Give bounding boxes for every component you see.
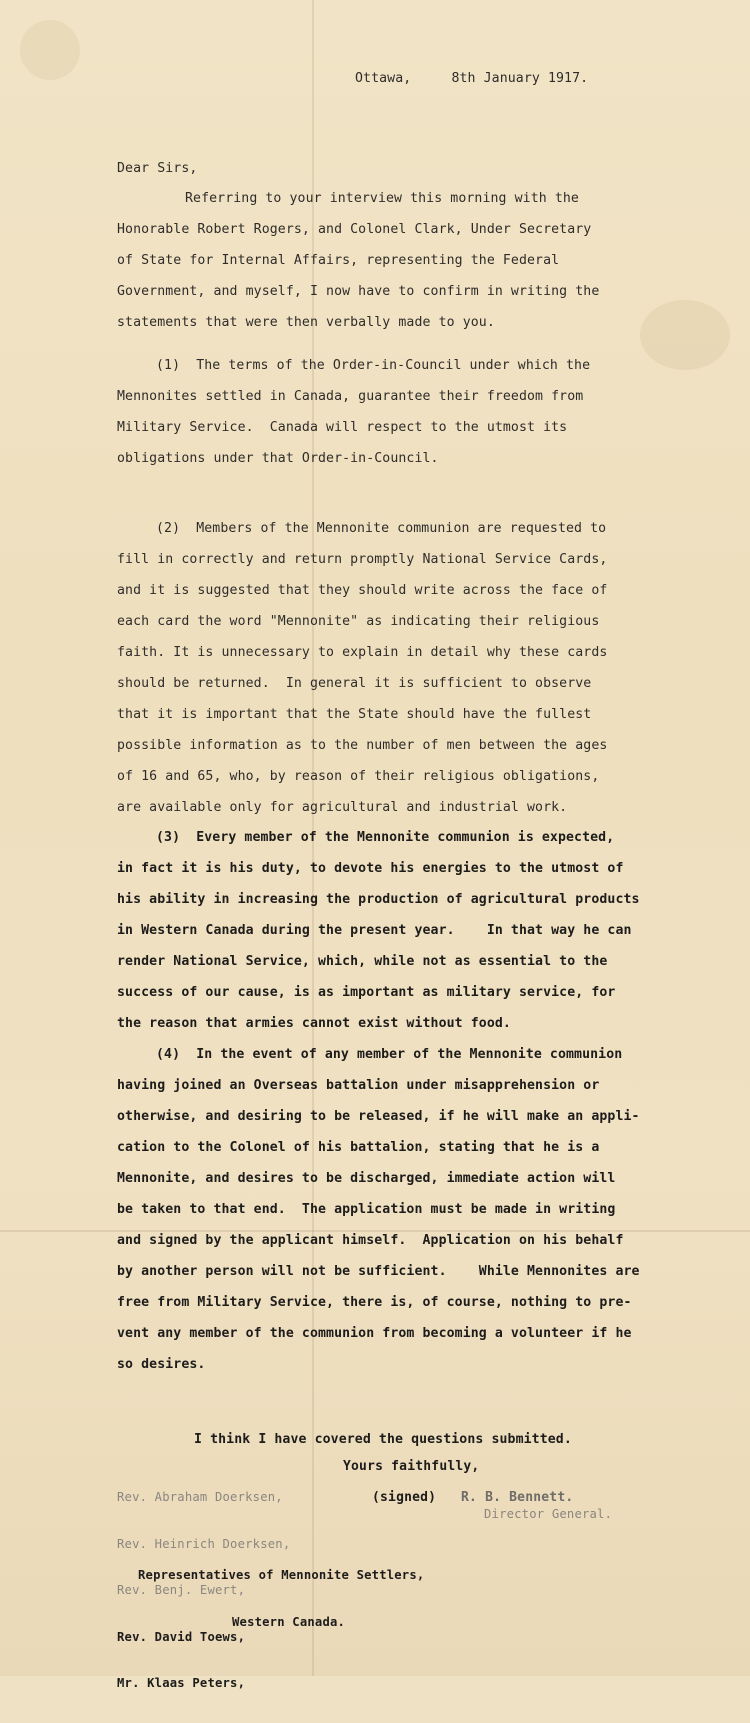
paragraph-line: (4) In the event of any member of the Mennonite communion <box>156 1047 623 1062</box>
point-3-paragraph <box>117 822 707 1039</box>
paragraph-line: fill in correctly and return promptly National Service Cards, <box>117 552 608 567</box>
date-line: Ottawa, 8th January 1917. <box>355 71 589 86</box>
paragraph-line: having joined an Overseas battalion under misapprehension or <box>117 1078 600 1093</box>
addressee-name: Rev. David Toews, <box>117 1629 246 1644</box>
paragraph-line: Mennonite, and desires to be discharged, immediate action will <box>117 1171 616 1186</box>
closing-line: I think I have covered the questions submitted. <box>194 1432 572 1447</box>
paragraph-line: should be returned. In general it is sufficient to observe <box>117 676 592 691</box>
paragraph-line: by another person will not be sufficient. While Mennonites are <box>117 1264 640 1279</box>
paragraph-line: statements that were then verbally made to you. <box>117 315 495 330</box>
addressee-name: Rev. Benj. Ewert, <box>117 1583 246 1597</box>
paragraph-line: his ability in increasing the production of agricultural products <box>117 892 640 907</box>
addressee-name: Mr. Klaas Peters, <box>117 1676 246 1690</box>
signed-label: (signed) <box>372 1490 437 1505</box>
paragraph-line: of State for Internal Affairs, representing the Federal <box>117 253 560 268</box>
paragraph-line: Referring to your interview this morning with the <box>185 191 579 206</box>
signer-title: Director General. <box>484 1507 613 1521</box>
paragraph-line: Military Service. Canada will respect to the utmost its <box>117 420 568 435</box>
point-2-paragraph <box>117 513 707 823</box>
paragraph-line: be taken to that end. The application must be made in writing <box>117 1202 616 1217</box>
paragraph-line: each card the word "Mennonite" as indicating their religious <box>117 614 600 629</box>
intro-paragraph <box>117 183 707 338</box>
paragraph-line: possible information as to the number of men between the ages <box>117 738 608 753</box>
paragraph-line: Honorable Robert Rogers, and Colonel Clark, Under Secretary <box>117 222 592 237</box>
paragraph-line: that it is important that the State should have the fullest <box>117 707 592 722</box>
addressee-name: Rev. Heinrich Doerksen, <box>117 1536 291 1551</box>
paper-stain <box>20 20 80 80</box>
paragraph-line: render National Service, which, while not as essential to the <box>117 954 608 969</box>
point-4-paragraph <box>117 1039 707 1380</box>
paragraph-line: cation to the Colonel of his battalion, stating that he is a <box>117 1140 600 1155</box>
addressee-group <box>138 1537 424 1661</box>
point-1-paragraph <box>117 350 707 474</box>
paragraph-line: of 16 and 65, who, by reason of their religious obligations, <box>117 769 600 784</box>
paragraph-line: (1) The terms of the Order-in-Council under which the <box>156 358 591 373</box>
paragraph-line: in fact it is his duty, to devote his energies to the utmost of <box>117 861 624 876</box>
paragraph-line: Government, and myself, I now have to confirm in writing the <box>117 284 600 299</box>
paragraph-line: and it is suggested that they should write across the face of <box>117 583 608 598</box>
addressee-group-line: Western Canada. <box>232 1614 346 1629</box>
paragraph-line: vent any member of the communion from becoming a volunteer if he <box>117 1326 632 1341</box>
paragraph-line: the reason that armies cannot exist without food. <box>117 1016 511 1031</box>
paragraph-line: (2) Members of the Mennonite communion are requested to <box>156 521 607 536</box>
paragraph-line: Mennonites settled in Canada, guarantee their freedom from <box>117 389 584 404</box>
paragraph-line: obligations under that Order-in-Council. <box>117 451 439 466</box>
signer-name: R. B. Bennett. <box>461 1490 574 1505</box>
paragraph-line: (3) Every member of the Mennonite communion is expected, <box>156 830 615 845</box>
valediction: Yours faithfully, <box>343 1459 480 1474</box>
paragraph-line: faith. It is unnecessary to explain in detail why these cards <box>117 645 608 660</box>
addressee-group-line: Representatives of Mennonite Settlers, <box>138 1568 425 1582</box>
salutation: Dear Sirs, <box>117 161 198 176</box>
paragraph-line: are available only for agricultural and industrial work. <box>117 800 568 815</box>
paragraph-line: and signed by the applicant himself. Application on his behalf <box>117 1233 624 1248</box>
paragraph-line: in Western Canada during the present year. In that way he can <box>117 923 632 938</box>
paragraph-line: otherwise, and desiring to be released, if he will make an appli- <box>117 1109 640 1124</box>
addressee-name: Rev. Abraham Doerksen, <box>117 1490 283 1504</box>
paragraph-line: so desires. <box>117 1357 206 1372</box>
paragraph-line: free from Military Service, there is, of course, nothing to pre- <box>117 1295 632 1310</box>
paragraph-line: success of our cause, is as important as military service, for <box>117 985 616 1000</box>
